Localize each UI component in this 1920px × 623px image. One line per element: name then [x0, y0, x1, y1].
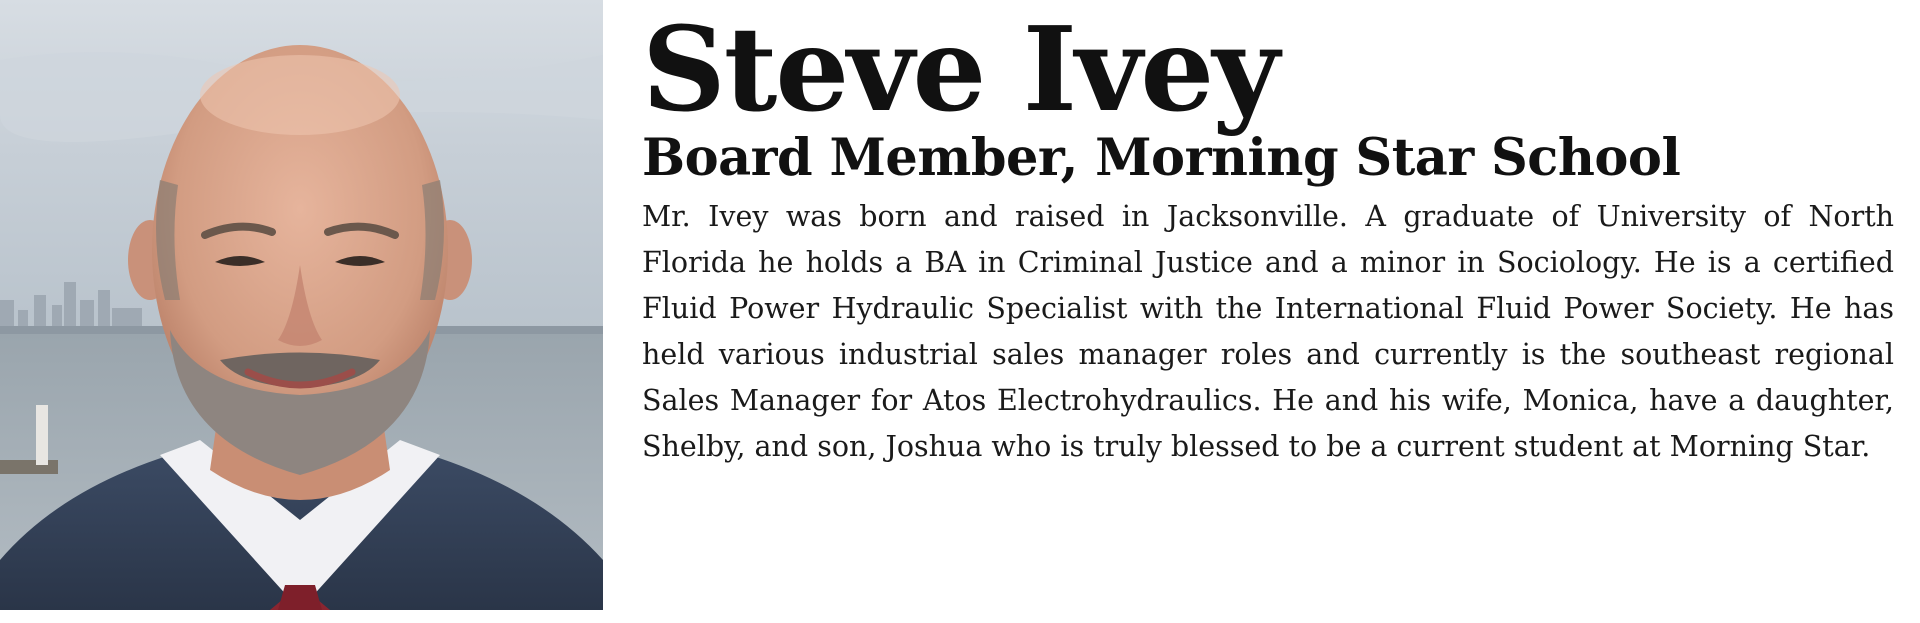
- profile-content: [642, 2, 1894, 470]
- profile-name: Steve Ivey: [642, 2, 1278, 138]
- profile-title: Board Member, Morning Star School: [642, 128, 1681, 188]
- profile-bio: Mr. Ivey was born and raised in Jacksonville. A graduate of University of North Florida he holds a BA in Criminal Justice and a minor in Sociology. He is a certified Fluid Power Hydraulic Specialist with the International Fluid Power Society. He has held various industrial sales manager roles and currently is the southeast regional Sales Manager for Atos Electrohydraulics. He and his wife, Monica, have a daughter, Shelby, and son, Joshua who is truly blessed to be a current student at Morning Star.: [642, 200, 1894, 463]
- portrait-photo: [0, 0, 603, 610]
- portrait-illustration: [0, 0, 603, 610]
